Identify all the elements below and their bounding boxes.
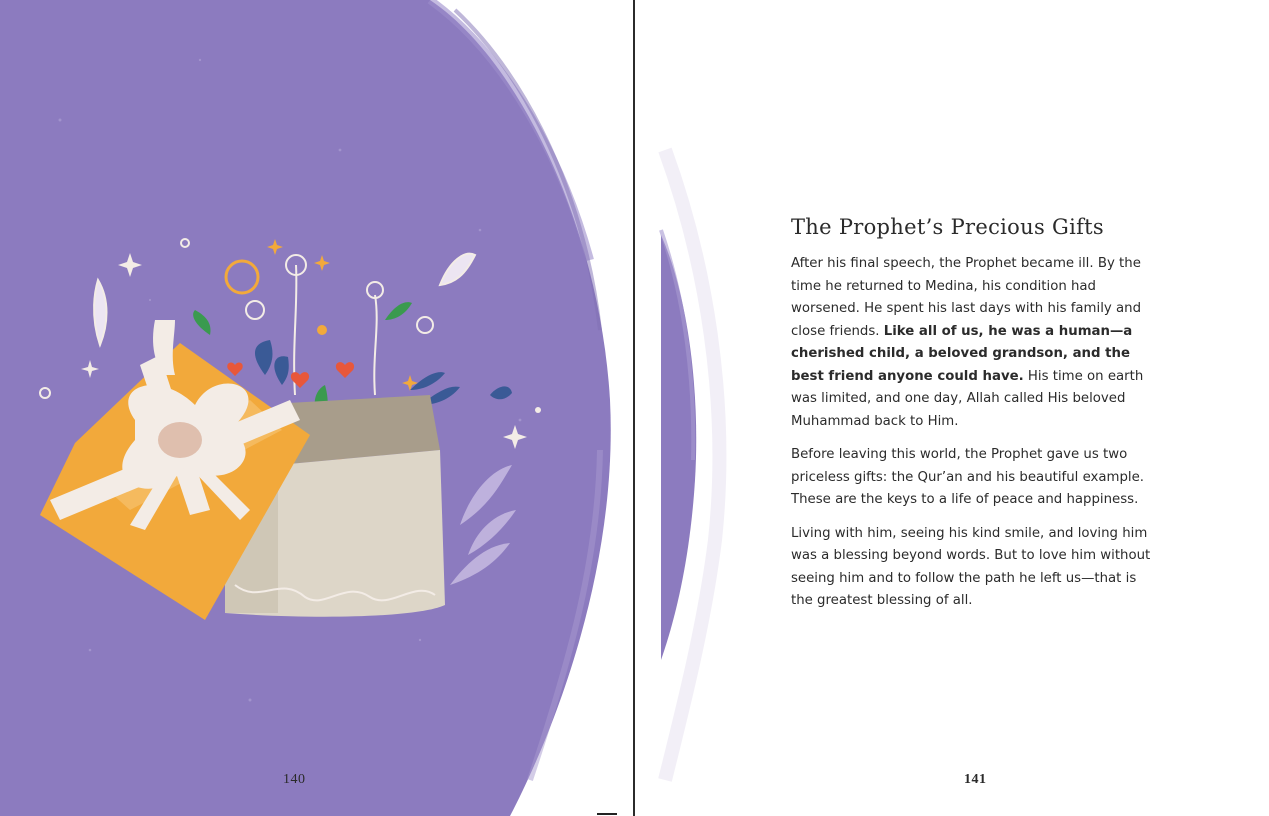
gift-box-illustration	[20, 225, 550, 635]
paragraph-1-bold: Like all of us, he was a human—a cherished child, a beloved grandson, and the best friend anyone could have.	[791, 323, 1133, 384]
page-number-left: 140	[283, 772, 306, 787]
chapter-title: The Prophet’s Precious Gifts	[791, 215, 1104, 239]
paragraph-1-text-end: His time on earth was limited, and one day, Allah called His beloved Muhammad back to Him.	[791, 368, 1144, 429]
right-page	[635, 0, 1269, 816]
left-page	[0, 0, 633, 816]
paragraph-1-text: After his final speech, the Prophet became ill. By the time he returned to Medina, his condition had worsened. He spent his last days with his family and close friends.	[791, 256, 1142, 339]
page-number-right: 141	[964, 772, 987, 787]
paragraph-1	[791, 253, 1161, 433]
paragraph-3: Living with him, seeing his kind smile, and loving him was a blessing beyond words. But to love him without seeing him and to follow the path he left us—that is the greatest blessing of all.	[791, 525, 1151, 608]
crop-mark-left	[597, 813, 617, 815]
text-content	[791, 215, 1161, 624]
paragraph-2: Before leaving this world, the Prophet gave us two priceless gifts: the Qur’an and his beautiful example. These are the keys to a life of peace and happiness.	[791, 447, 1145, 507]
